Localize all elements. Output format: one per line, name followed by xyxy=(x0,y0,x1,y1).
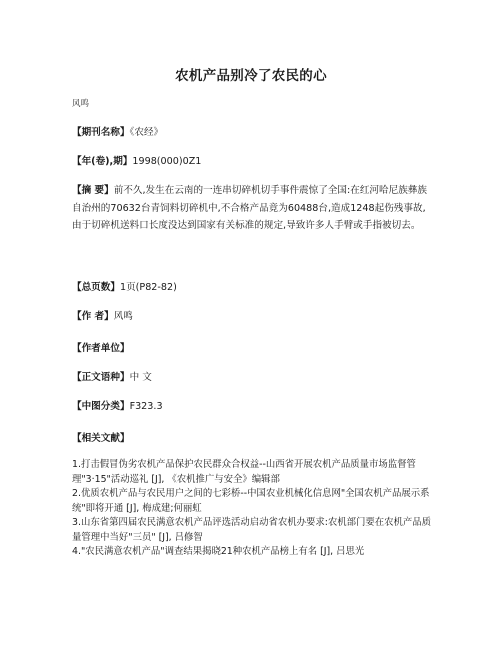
clc-label: 【中图分类】 xyxy=(72,401,130,412)
author-label: 【作 者】 xyxy=(72,311,114,322)
related-field xyxy=(72,430,434,447)
journal-label: 【期刊名称】 xyxy=(72,127,130,138)
year-issue-value: 1998(000)0Z1 xyxy=(132,156,202,167)
pages-value: 1页(P82-82) xyxy=(119,282,177,293)
byline: 风鸣 xyxy=(72,99,90,109)
affiliation-field xyxy=(72,340,434,357)
pages-label: 【总页数】 xyxy=(72,282,120,293)
related-item: 4."农民满意农机产品"调查结果揭晓21种农机产品榜上有名 [J], 吕思光 xyxy=(72,546,365,557)
clc-value: F323.3 xyxy=(129,401,163,412)
journal-field xyxy=(72,124,434,141)
author-field xyxy=(72,308,434,325)
related-list xyxy=(72,458,440,560)
language-value: 中 文 xyxy=(129,372,152,383)
journal-value: 《农经》 xyxy=(129,127,164,138)
abstract-field xyxy=(72,182,434,235)
year-issue-field xyxy=(72,153,434,170)
language-label: 【正文语种】 xyxy=(72,372,130,383)
abstract-value: 前不久,发生在云南的一连串切碎机切手事件震惊了全国:在红河哈尼族彝族自治州的70632台青饲料切碎机中,不合格产品竟为60488台,造成1248起伤残事故,由于切碎机送料口长度没达到国家有关标准的规定,导致许多人手臂或手指被切去。 xyxy=(72,185,427,231)
abstract-label: 【摘 要】 xyxy=(72,185,114,196)
language-field xyxy=(72,369,434,386)
related-label: 【相关文献】 xyxy=(72,433,130,444)
author-value: 风鸣 xyxy=(113,311,133,322)
related-item: 1.打击假冒伪劣农机产品保护农民群众合权益--山西省开展农机产品质量市场监督管理"3·15"活动巡礼 [J], 《农机推广与安全》编辑部 xyxy=(72,459,416,485)
pages-field xyxy=(72,279,434,296)
clc-field xyxy=(72,398,434,415)
document-title: 农机产品别冷了农民的心 xyxy=(175,68,327,84)
affiliation-label: 【作者单位】 xyxy=(72,343,130,354)
related-item: 2.优质农机产品与农民用户之间的七彩桥--中国农业机械化信息网"全国农机产品展示系统"即将开通 [J], 梅成建;何丽虹 xyxy=(72,488,430,514)
related-item: 3.山东省第四届农民满意农机产品评选活动启动省农机办要求:农机部门要在农机产品质量管理中当好"三员" [J], 吕修智 xyxy=(72,517,431,543)
year-issue-label: 【年(卷),期】 xyxy=(72,156,133,167)
